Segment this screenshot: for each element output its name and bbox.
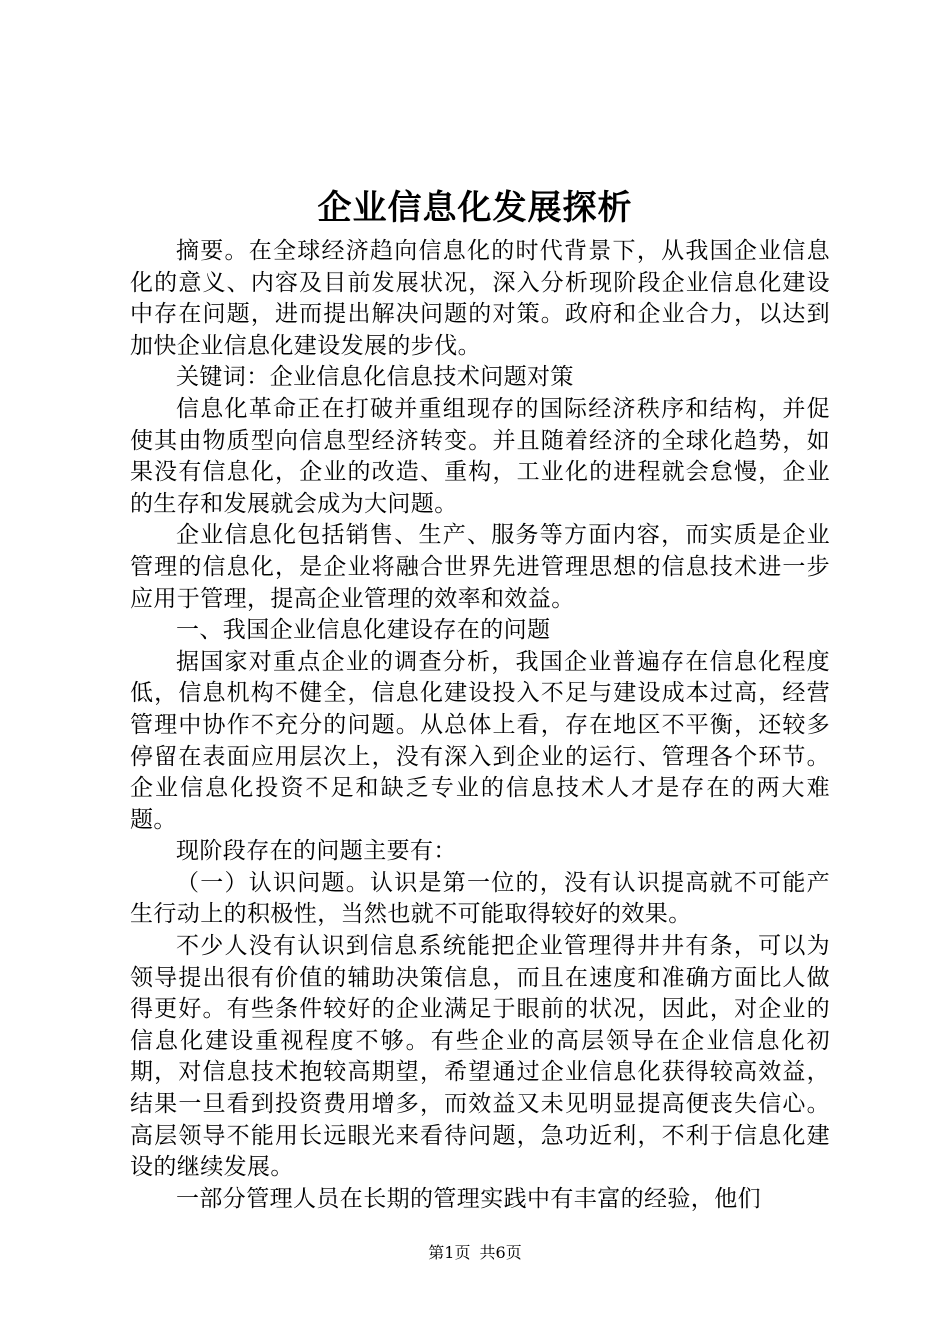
document-body — [130, 236, 830, 1215]
paragraph: 现阶段存在的问题主要有： — [176, 838, 457, 865]
paragraph-abstract: 摘要。在全球经济趋向信息化的时代背景下，从我国企业信息化的意义、内容及目前发展状况，深入分析现阶段企业信息化建设中存在问题，进而提出解决问题的对策。政府和企业合力，以达到加快企业信息化建设发展的步伐。 — [130, 238, 830, 359]
page-total: 共6页 — [479, 1243, 522, 1262]
paragraph: 企业信息化包括销售、生产、服务等方面内容，而实质是企业管理的信息化，是企业将融合世界先进管理思想的信息技术进一步应用于管理，提高企业管理的效率和效益。 — [130, 522, 830, 612]
paragraph-keywords: 关键词：企业信息化信息技术问题对策 — [176, 364, 574, 391]
paragraph: 一部分管理人员在长期的管理实践中有丰富的经验，他们 — [176, 1185, 761, 1212]
paragraph: 信息化革命正在打破并重组现存的国际经济秩序和结构，并促使其由物质型向信息型经济转变。并且随着经济的全球化趋势，如果没有信息化，企业的改造、重构，工业化的进程就会怠慢，企业的生存和发展就会成为大问题。 — [130, 395, 830, 517]
paragraph: （一）认识问题。认识是第一位的，没有认识提高就不可能产生行动上的积极性，当然也就不可能取得较好的效果。 — [130, 869, 830, 928]
section-heading: 一、我国企业信息化建设存在的问题 — [176, 617, 551, 644]
page-footer — [0, 1242, 950, 1264]
page-number: 第1页 — [428, 1243, 471, 1262]
paragraph: 不少人没有认识到信息系统能把企业管理得井井有条，可以为领导提出很有价值的辅助决策信息，而且在速度和准确方面比人做得更好。有些条件较好的企业满足于眼前的状况，因此，对企业的信息化建设重视程度不够。有些企业的高层领导在企业信息化初期，对信息技术抱较高期望，希望通过企业信息化获得较高效益，结果一旦看到投资费用增多，而效益又未见明显提高便丧失信心。高层领导不能用长远眼光来看待问题，急功近利，不利于信息化建设的继续发展。 — [130, 933, 830, 1181]
document-title: 企业信息化发展探析 — [317, 188, 633, 228]
paragraph: 据国家对重点企业的调查分析，我国企业普遍存在信息化程度低，信息机构不健全，信息化建设投入不足与建设成本过高，经营管理中协作不充分的问题。从总体上看，存在地区不平衡，还较多停留在表面应用层次上，没有深入到企业的运行、管理各个环节。企业信息化投资不足和缺乏专业的信息技术人才是存在的两大难题。 — [130, 648, 830, 833]
